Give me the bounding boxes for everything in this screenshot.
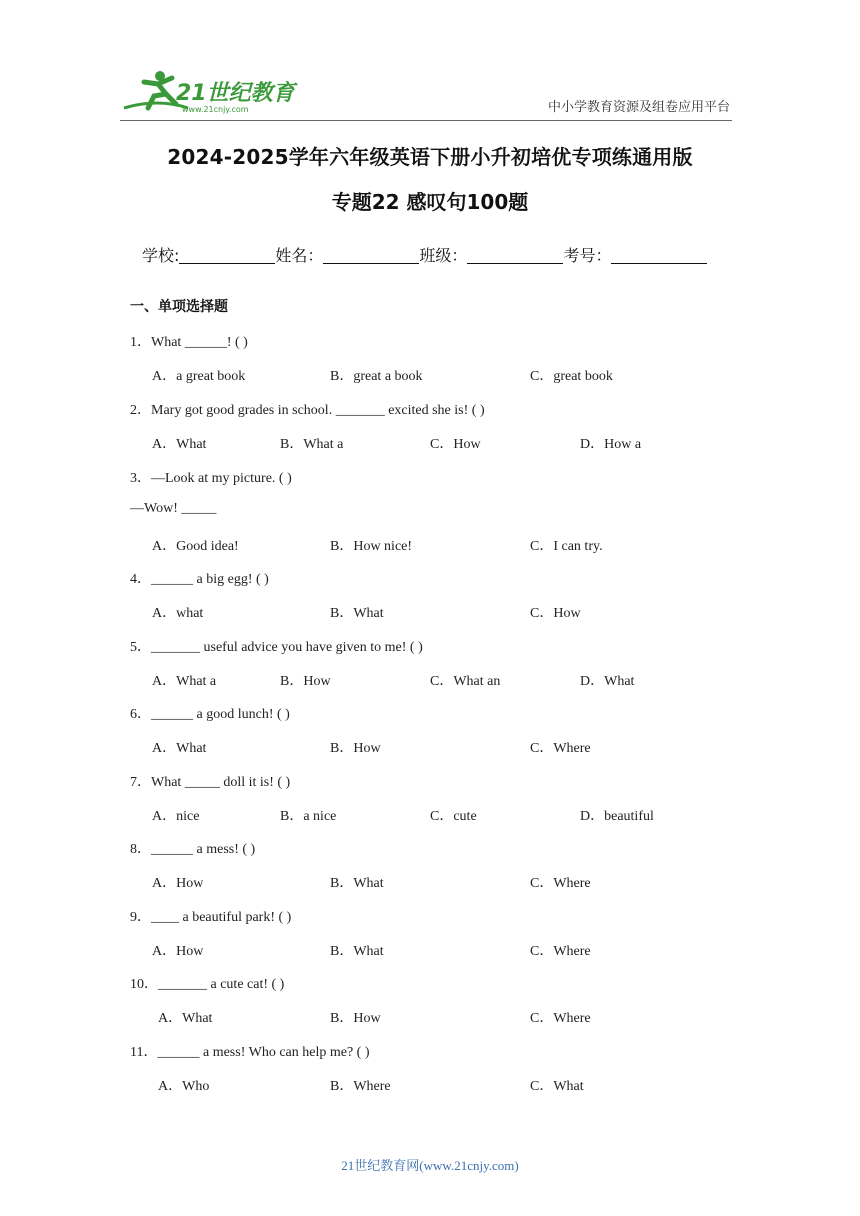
runner-logo-icon	[118, 68, 298, 116]
number-label: 考号：	[563, 246, 612, 265]
section-heading: 一、单项选择题	[130, 299, 228, 315]
question-9-stem: 9．____ a beautiful park! ( )	[130, 910, 292, 925]
q2-option-d[interactable]: D．How a	[580, 437, 642, 452]
q8-option-b[interactable]: B．What	[330, 876, 384, 891]
q5-option-d[interactable]: D．What	[580, 674, 635, 689]
q6-option-b[interactable]: B．How	[330, 741, 381, 756]
q1-option-c[interactable]: C．great book	[530, 369, 613, 384]
logo-url: www.21cnjy.com	[182, 105, 249, 114]
question-11-stem: 11．______ a mess! Who can help me? ( )	[130, 1045, 370, 1060]
logo-text: 21世纪教育	[176, 81, 295, 106]
q11-option-c[interactable]: C．What	[530, 1079, 584, 1094]
q9-option-b[interactable]: B．What	[330, 944, 384, 959]
student-info	[142, 243, 707, 266]
school-blank[interactable]	[179, 247, 275, 264]
q2-option-c[interactable]: C．How	[430, 437, 481, 452]
q6-option-a[interactable]: A．What	[152, 741, 207, 756]
q8-option-a[interactable]: A．How	[152, 876, 204, 891]
q7-option-a[interactable]: A．nice	[152, 809, 200, 824]
question-1-stem: 1．What ______! ( )	[130, 335, 248, 350]
site-logo	[118, 68, 298, 116]
question-4-stem: 4．______ a big egg! ( )	[130, 572, 269, 587]
q4-option-b[interactable]: B．What	[330, 606, 384, 621]
platform-caption: 中小学教育资源及组卷应用平台	[547, 100, 730, 115]
question-6-stem: 6．______ a good lunch! ( )	[130, 707, 290, 722]
q3-option-b[interactable]: B．How nice!	[330, 539, 413, 554]
footer-link[interactable]: 21世纪教育网(www.21cnjy.com)	[341, 1158, 519, 1173]
q10-option-c[interactable]: C．Where	[530, 1011, 591, 1026]
question-10-stem: 10．_______ a cute cat! ( )	[130, 977, 285, 992]
question-3-stem: 3．—Look at my picture. ( )	[130, 471, 292, 486]
q1-option-a[interactable]: A．a great book	[152, 369, 246, 384]
school-label: 学校:	[142, 246, 180, 265]
q9-option-a[interactable]: A．How	[152, 944, 204, 959]
q4-option-a[interactable]: A．what	[152, 606, 204, 621]
q6-option-c[interactable]: C．Where	[530, 741, 591, 756]
q8-option-c[interactable]: C．Where	[530, 876, 591, 891]
q3-option-a[interactable]: A．Good idea!	[152, 539, 239, 554]
class-label: 班级：	[419, 246, 468, 265]
page-title: 2024-2025学年六年级英语下册小升初培优专项练通用版	[167, 145, 693, 169]
q11-option-b[interactable]: B．Where	[330, 1079, 391, 1094]
q9-option-c[interactable]: C．Where	[530, 944, 591, 959]
q2-option-a[interactable]: A．What	[152, 437, 207, 452]
q10-option-a[interactable]: A．What	[158, 1011, 213, 1026]
number-blank[interactable]	[611, 247, 707, 264]
page-subtitle: 专题22 感叹句100题	[331, 190, 529, 214]
class-blank[interactable]	[467, 247, 563, 264]
q3-option-c[interactable]: C．I can try.	[530, 539, 603, 554]
q11-option-a[interactable]: A．Who	[158, 1079, 210, 1094]
question-8-stem: 8．______ a mess! ( )	[130, 842, 256, 857]
q7-option-b[interactable]: B．a nice	[280, 809, 337, 824]
name-blank[interactable]	[323, 247, 419, 264]
question-5-stem: 5．_______ useful advice you have given to me! ( )	[130, 640, 423, 655]
question-3-stem-2: —Wow! _____	[130, 501, 217, 516]
name-label: 姓名：	[275, 246, 324, 265]
q7-option-d[interactable]: D．beautiful	[580, 809, 654, 824]
q5-option-c[interactable]: C．What an	[430, 674, 501, 689]
q1-option-b[interactable]: B．great a book	[330, 369, 423, 384]
question-7-stem: 7．What _____ doll it is! ( )	[130, 775, 291, 790]
question-2-stem: 2．Mary got good grades in school. _______ excited she is! ( )	[130, 403, 485, 418]
q7-option-c[interactable]: C．cute	[430, 809, 477, 824]
q2-option-b[interactable]: B．What a	[280, 437, 344, 452]
q5-option-a[interactable]: A．What a	[152, 674, 217, 689]
q10-option-b[interactable]: B．How	[330, 1011, 381, 1026]
header-divider	[120, 120, 732, 121]
q4-option-c[interactable]: C．How	[530, 606, 581, 621]
q5-option-b[interactable]: B．How	[280, 674, 331, 689]
